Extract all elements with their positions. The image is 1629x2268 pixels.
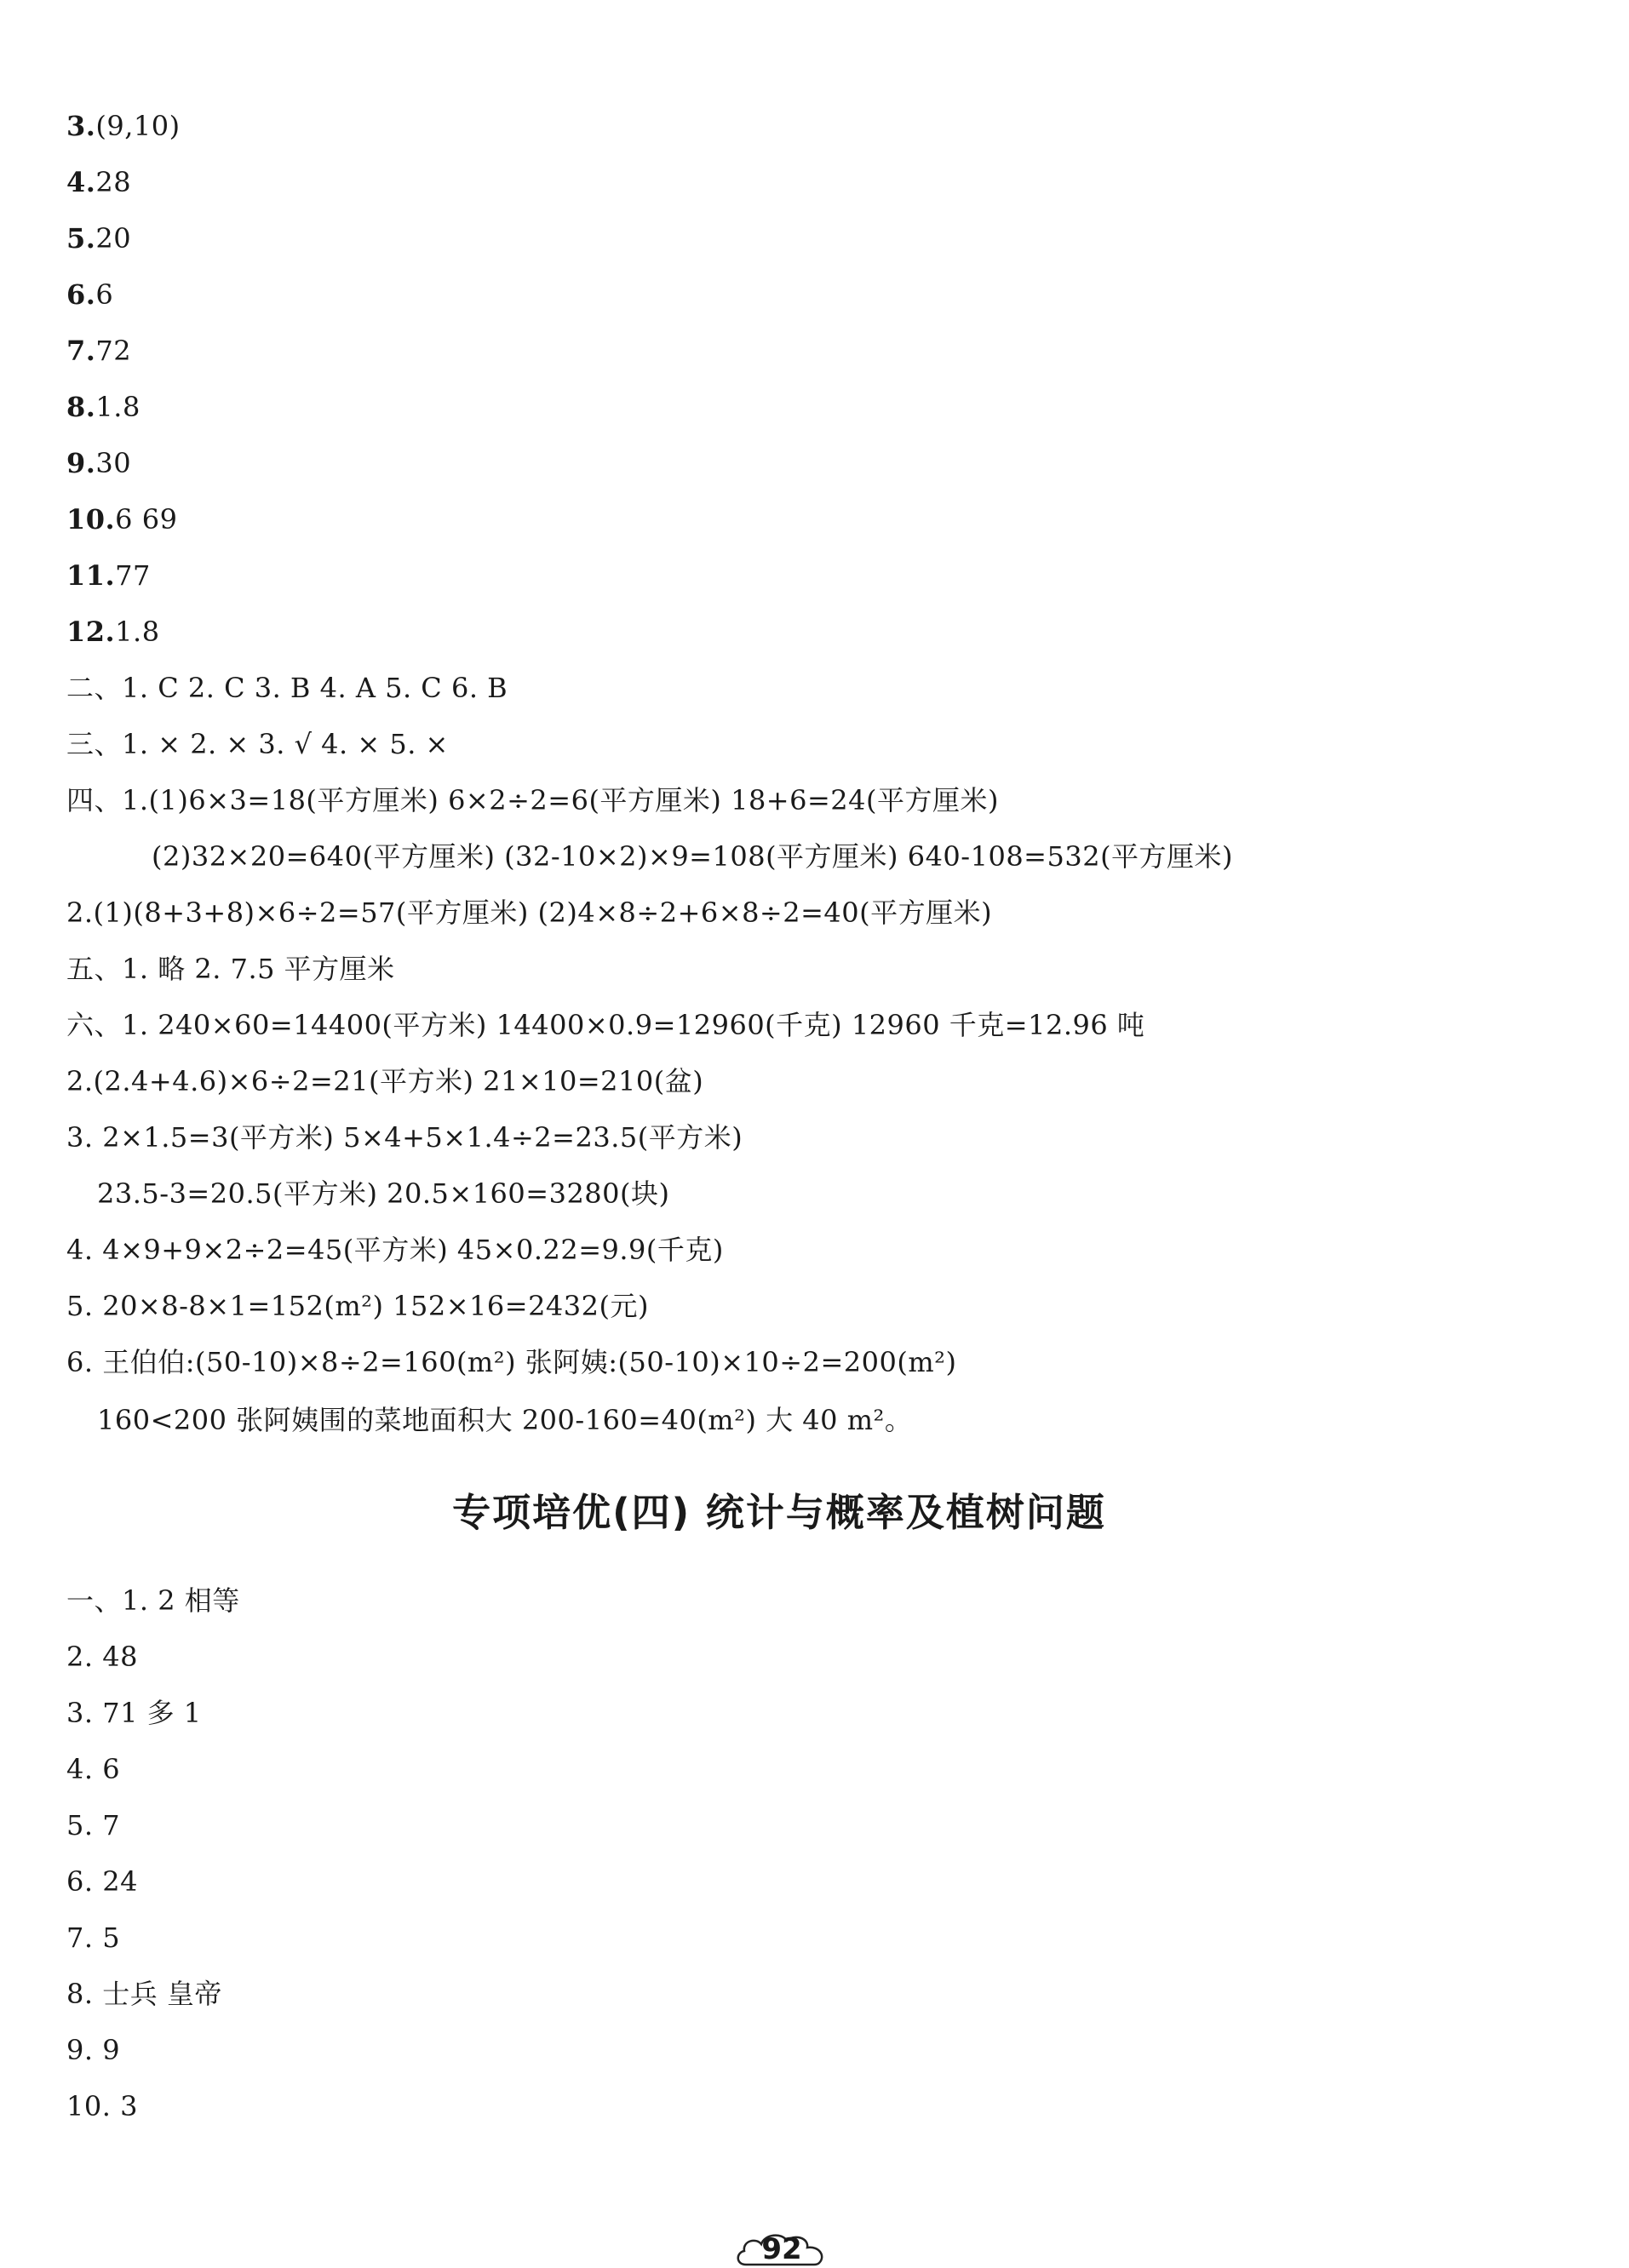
answer-line: 7. 5 bbox=[66, 1922, 121, 1954]
answer-line: 6. 24 bbox=[66, 1865, 138, 1898]
answer-line: (2)32×20=640(平方厘米) (32-10×2)×9=108(平方厘米) 640-108=532(平方厘米) bbox=[152, 840, 1234, 873]
answer-line: 12.1.8 bbox=[66, 616, 160, 648]
answer-line: 2. 48 bbox=[66, 1641, 138, 1673]
answer-line: 三、1. × 2. × 3. √ 4. × 5. × bbox=[66, 728, 449, 760]
answer-line: 4.28 bbox=[66, 166, 132, 198]
answer-line: 4. 4×9+9×2÷2=45(平方米) 45×0.22=9.9(千克) bbox=[66, 1234, 724, 1266]
page-number-badge bbox=[734, 2231, 829, 2268]
answer-line: 2.(2.4+4.6)×6÷2=21(平方米) 21×10=210(盆) bbox=[66, 1065, 704, 1097]
section-title: 专项培优(四) 统计与概率及植树问题 bbox=[452, 1490, 1106, 1535]
answer-line: 5. 20×8-8×1=152(m²) 152×16=2432(元) bbox=[66, 1290, 649, 1322]
answer-line: 5.20 bbox=[66, 222, 132, 255]
answer-line: 23.5-3=20.5(平方米) 20.5×160=3280(块) bbox=[97, 1177, 670, 1210]
answer-line: 六、1. 240×60=14400(平方米) 14400×0.9=12960(千克) 12960 千克=12.96 吨 bbox=[66, 1009, 1145, 1041]
answer-line: 8. 士兵 皇帝 bbox=[66, 1978, 222, 2010]
answer-line: 二、1. C 2. C 3. B 4. A 5. C 6. B bbox=[66, 672, 508, 704]
answer-line: 一、1. 2 相等 bbox=[66, 1584, 240, 1617]
answer-line: 五、1. 略 2. 7.5 平方厘米 bbox=[66, 953, 395, 985]
answer-line: 3.(9,10) bbox=[66, 110, 181, 142]
answer-line: 9.30 bbox=[66, 447, 132, 479]
page-number: 92 bbox=[761, 2232, 802, 2266]
answer-line: 6.6 bbox=[66, 278, 114, 311]
answer-line: 3. 2×1.5=3(平方米) 5×4+5×1.4÷2=23.5(平方米) bbox=[66, 1121, 743, 1154]
answer-line: 10. 3 bbox=[66, 2090, 138, 2122]
answer-line: 8.1.8 bbox=[66, 391, 141, 423]
answer-line: 4. 6 bbox=[66, 1753, 121, 1785]
answer-line: 2.(1)(8+3+8)×6÷2=57(平方厘米) (2)4×8÷2+6×8÷2=40(平方厘米) bbox=[66, 896, 993, 929]
answer-line: 7.72 bbox=[66, 335, 132, 367]
answer-line: 11.77 bbox=[66, 559, 151, 592]
answer-line: 160<200 张阿姨围的菜地面积大 200-160=40(m²) 大 40 m²。 bbox=[97, 1404, 913, 1436]
answer-line: 10.6 69 bbox=[66, 503, 178, 536]
answer-line: 5. 7 bbox=[66, 1809, 121, 1841]
answer-line: 3. 71 多 1 bbox=[66, 1697, 202, 1729]
answer-line: 6. 王伯伯:(50-10)×8÷2=160(m²) 张阿姨:(50-10)×10÷2=200(m²) bbox=[66, 1346, 957, 1378]
answer-line: 四、1.(1)6×3=18(平方厘米) 6×2÷2=6(平方厘米) 18+6=24(平方厘米) bbox=[66, 784, 999, 816]
answer-line: 9. 9 bbox=[66, 2034, 121, 2066]
